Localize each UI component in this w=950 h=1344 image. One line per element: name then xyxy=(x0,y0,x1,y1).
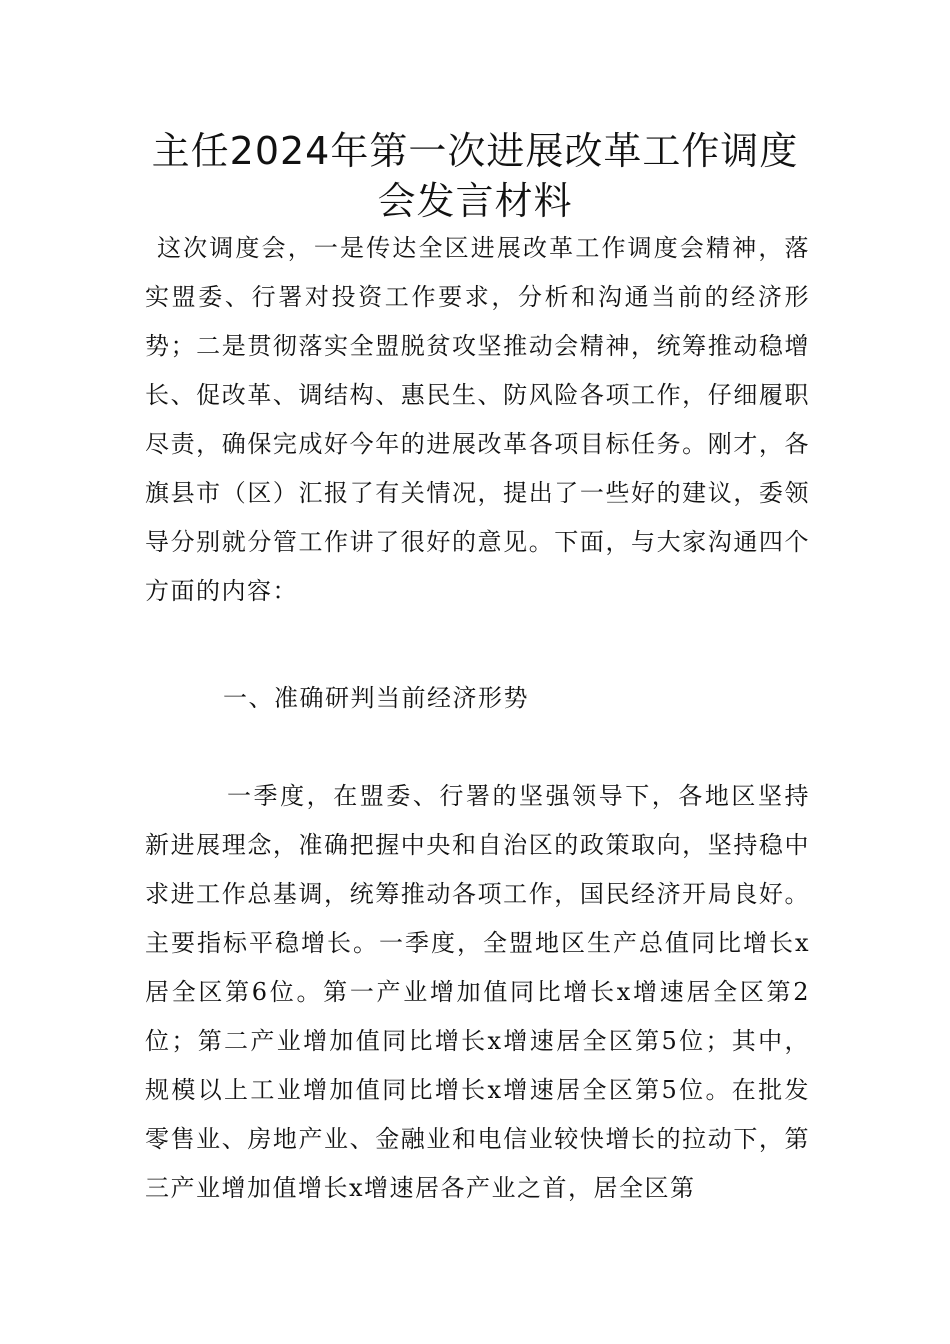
intro-paragraph: 这次调度会，一是传达全区进展改革工作调度会精神，落实盟委、行署对投资工作要求，分析和沟通当前的经济形势；二是贯彻落实全盟脱贫攻坚推动会精神，统筹推动稳增长、促改革、调结构、惠民生、防风险各项工作，仔细履职尽责，确保完成好今年的进展改革各项目标任务。刚才，各旗县市（区）汇报了有关情况，提出了一些好的建议，委领导分别就分管工作讲了很好的意见。下面，与大家沟通四个方面的内容： xyxy=(145,234,810,605)
section-heading-1: 一、准确研判当前经济形势 xyxy=(223,684,529,712)
document-title-line-1: 主任2024年第一次进展改革工作调度 xyxy=(151,129,799,173)
body-paragraph-1: 一季度，在盟委、行署的坚强领导下，各地区坚持新进展理念，准确把握中央和自治区的政策取向，坚持稳中求进工作总基调，统筹推动各项工作，国民经济开局良好。主要指标平稳增长。一季度，全盟地区生产总值同比增长x居全区第6位。第一产业增加值同比增长x增速居全区第2位；第二产业增加值同比增长x增速居全区第5位；其中，规模以上工业增加值同比增长x增速居全区第5位。在批发零售业、房地产业、金融业和电信业较快增长的拉动下，第三产业增加值增长x增速居各产业之首，居全区第 xyxy=(145,782,810,1202)
document-title-line-2: 会发言材料 xyxy=(377,179,573,223)
